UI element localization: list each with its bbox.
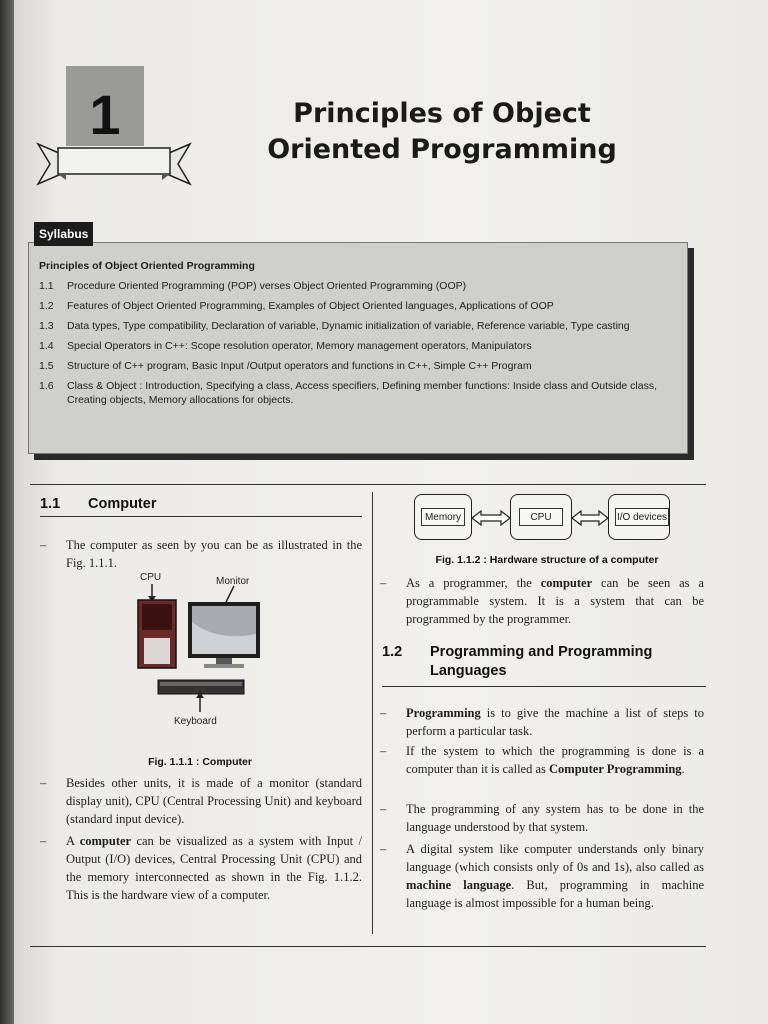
paragraph-text: The computer as seen by you can be as illustrated in the Fig. 1.1.1. — [66, 538, 362, 570]
bullet-dash: – — [40, 538, 47, 552]
syllabus-item — [39, 379, 679, 407]
chapter-title — [232, 96, 652, 168]
paragraph — [40, 536, 362, 572]
syllabus-item — [39, 359, 679, 373]
section-number: 1.2 — [382, 644, 403, 660]
bullet-dash: – — [380, 706, 387, 720]
syllabus-item — [39, 319, 679, 333]
paragraph-text: Besides other units, it is made of a monitor (standard display unit), CPU (Central Processing Unit) and keyboard (standard input device). — [66, 776, 362, 826]
io-devices-block — [608, 494, 670, 540]
paragraph-text-pre: As a programmer, the — [406, 576, 541, 590]
book-spine — [0, 0, 14, 1024]
section-underline — [382, 686, 706, 687]
syllabus-item-num: 1.1 — [39, 280, 54, 292]
paragraph-bold-term: computer — [540, 576, 593, 590]
bullet-dash: – — [380, 744, 387, 758]
syllabus-item — [39, 279, 679, 293]
fig-label-cpu: CPU — [140, 572, 162, 583]
computer-illustration — [128, 582, 348, 722]
paragraph-text-post: . But, programming in machine language is almost impossible for a human being. — [406, 878, 704, 910]
bottom-divider — [30, 946, 706, 947]
paragraph-bold-term: Computer Programming — [549, 762, 682, 776]
syllabus-item-num: 1.3 — [39, 320, 54, 332]
figure-caption: Fig. 1.1.1 : Computer — [148, 756, 252, 768]
paragraph — [40, 774, 362, 828]
paragraph — [380, 742, 704, 778]
double-arrow-icon — [471, 510, 511, 526]
chapter-number: 1 — [89, 83, 121, 146]
bullet-dash: – — [380, 842, 387, 856]
bullet-dash: – — [380, 802, 387, 816]
memory-block — [414, 494, 472, 540]
bullet-dash: – — [40, 834, 47, 848]
paragraph-text-post: can be visualized as a system with Input / Output (I/O) devices, Central Processing Unit (CPU) and the memory interconnected as shown in the Fig. 1.1.2. This is the hardware view of a computer. — [66, 834, 362, 902]
syllabus-item-num: 1.5 — [39, 360, 54, 372]
paragraph — [380, 840, 704, 912]
cpu-block — [510, 494, 572, 540]
paragraph — [380, 800, 704, 836]
syllabus-item-text: Structure of C++ program, Basic Input /Output operators and functions in C++, Simple C++ Program — [67, 360, 532, 372]
syllabus-item-text: Procedure Oriented Programming (POP) verses Object Oriented Programming (OOP) — [67, 280, 467, 292]
ribbon-icon — [36, 136, 192, 188]
section-title: Computer — [88, 496, 157, 512]
paragraph-bold-term: Programming — [406, 706, 481, 720]
paragraph — [40, 832, 362, 904]
chapter-title-line-2: Oriented Programming — [267, 134, 617, 165]
syllabus-item-text: Data types, Type compatibility, Declaration of variable, Dynamic initialization of variable, Reference variable, Type casting — [67, 320, 630, 332]
paragraph-text-pre: A digital system like computer understands only binary language (which consists only of 0s and 1s), also called as — [406, 842, 704, 874]
syllabus-tag: Syllabus — [34, 222, 93, 246]
fig-label-monitor: Monitor — [216, 576, 250, 587]
bullet-dash: – — [380, 576, 387, 590]
section-title-line-1: Programming and Programming — [430, 644, 653, 660]
section-1-1-heading — [40, 496, 156, 512]
syllabus-box — [28, 242, 688, 454]
syllabus-item-text: Class & Object : Introduction, Specifying a class, Access specifiers, Defining member functions: Inside class and Outside class, Creating objects, Memory allocations for objects. — [67, 380, 658, 406]
syllabus-item-text: Special Operators in C++: Scope resolution operator, Memory management operators, Manipulators — [67, 340, 532, 352]
syllabus-item-num: 1.4 — [39, 340, 54, 352]
paragraph-text: The programming of any system has to be done in the language understood by that system. — [406, 802, 704, 834]
syllabus-item-text: Features of Object Oriented Programming, Examples of Object Oriented languages, Applications of OOP — [67, 300, 554, 312]
paragraph-text-post: can be seen as a programmable system. It is a system that can be programmed by the programmer. — [406, 576, 704, 626]
syllabus-heading: Principles of Object Oriented Programming — [39, 260, 255, 272]
paragraph-bold-term: computer — [79, 834, 132, 848]
syllabus-item — [39, 339, 679, 353]
section-number: 1.1 — [40, 496, 61, 512]
section-1-2-heading — [382, 644, 704, 679]
fig-label-keyboard: Keyboard — [174, 716, 217, 727]
paragraph-bold-term: machine language — [406, 878, 512, 892]
memory-block-label: Memory — [421, 508, 465, 526]
paragraph-text-post: . — [681, 762, 685, 776]
section-title-line-2: Languages — [430, 663, 507, 679]
syllabus-item-num: 1.6 — [39, 380, 54, 392]
column-divider — [372, 492, 373, 934]
section-underline — [40, 516, 362, 517]
chapter-title-line-1: Principles of Object — [293, 98, 591, 129]
top-divider — [30, 484, 706, 485]
paragraph — [380, 704, 704, 740]
paragraph — [380, 574, 704, 628]
paragraph-text-pre: If the system to which the programming is done is a computer than it is called as — [406, 744, 704, 776]
io-devices-block-label: I/O devices — [615, 508, 669, 526]
paragraph-text-post: is to give the machine a list of steps to perform a particular task. — [406, 706, 704, 738]
bullet-dash: – — [40, 776, 47, 790]
figure-caption: Fig. 1.1.2 : Hardware structure of a computer — [435, 554, 659, 566]
paragraph-text-pre: A — [66, 834, 80, 848]
double-arrow-icon — [571, 510, 609, 526]
syllabus-item-num: 1.2 — [39, 300, 54, 312]
cpu-block-label: CPU — [519, 508, 563, 526]
syllabus-item — [39, 299, 679, 313]
